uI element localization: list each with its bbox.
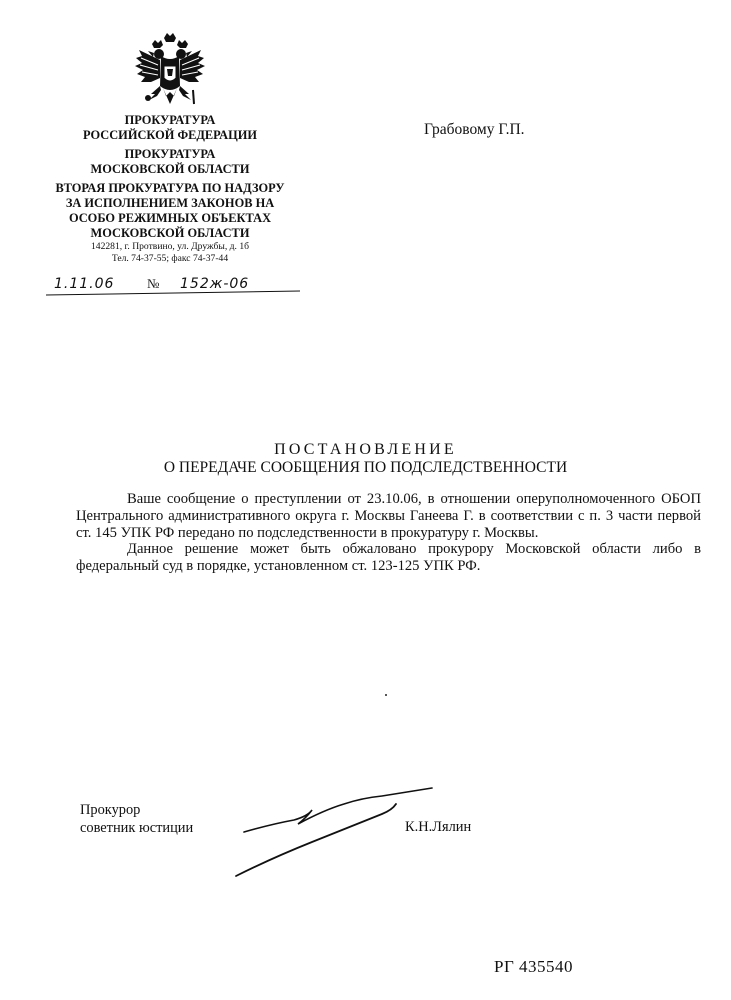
form-serial-number: РГ 435540 (494, 957, 574, 976)
header-line: МОСКОВСКОЙ ОБЛАСТИ (90, 226, 250, 240)
reference-number-label: № (147, 276, 160, 291)
header-line: РОССИЙСКОЙ ФЕДЕРАЦИИ (83, 128, 257, 142)
organization-contacts (40, 241, 300, 265)
stray-mark (385, 694, 387, 696)
signer-name: К.Н.Лялин (405, 819, 472, 835)
header-line: ОСОБО РЕЖИМНЫХ ОБЪЕКТАХ (68, 211, 272, 225)
reference-number: 152ж-06 (180, 276, 250, 292)
body-paragraph: Данное решение может быть обжаловано прокурору Московской области либо в федеральный суд в порядке, установленном ст. 123-125 УПК РФ. (76, 541, 701, 575)
phone-line: Тел. 74-37-55; факс 74-37-44 (111, 253, 229, 264)
header-line: ВТОРАЯ ПРОКУРАТУРА ПО НАДЗОРУ (55, 181, 285, 195)
organization-header (40, 113, 300, 241)
signer-position: Прокурор (80, 802, 141, 818)
document-title: ПОСТАНОВЛЕНИЕ (274, 441, 457, 458)
header-line: ЗА ИСПОЛНЕНИЕМ ЗАКОНОВ НА (65, 196, 275, 210)
signer-rank: советник юстиции (80, 820, 194, 836)
body-paragraph: Ваше сообщение о преступлении от 23.10.06, в отношении оперуполномоченного ОБОП Центрального административного округа г. Москвы Ганеева Г. в соответствии с п. 3 части первой ст. 145 УПК РФ передано по подследственности в прокуратуру г. Москвы. (76, 491, 701, 541)
document-subtitle: О ПЕРЕДАЧЕ СООБЩЕНИЯ ПО ПОДСЛЕДСТВЕННОСТИ (163, 459, 568, 476)
address-line: 142281, г. Протвино, ул. Дружбы, д. 1б (90, 241, 250, 252)
header-line: ПРОКУРАТУРА (124, 147, 216, 161)
header-line: ПРОКУРАТУРА (124, 113, 216, 127)
double-headed-eagle-emblem-icon (133, 32, 207, 114)
header-line: МОСКОВСКОЙ ОБЛАСТИ (90, 162, 250, 176)
addressee: Грабовому Г.П. (424, 121, 525, 138)
signer-title (80, 801, 193, 837)
document-body (76, 491, 701, 575)
reference-date: 1.11.06 (54, 276, 115, 292)
